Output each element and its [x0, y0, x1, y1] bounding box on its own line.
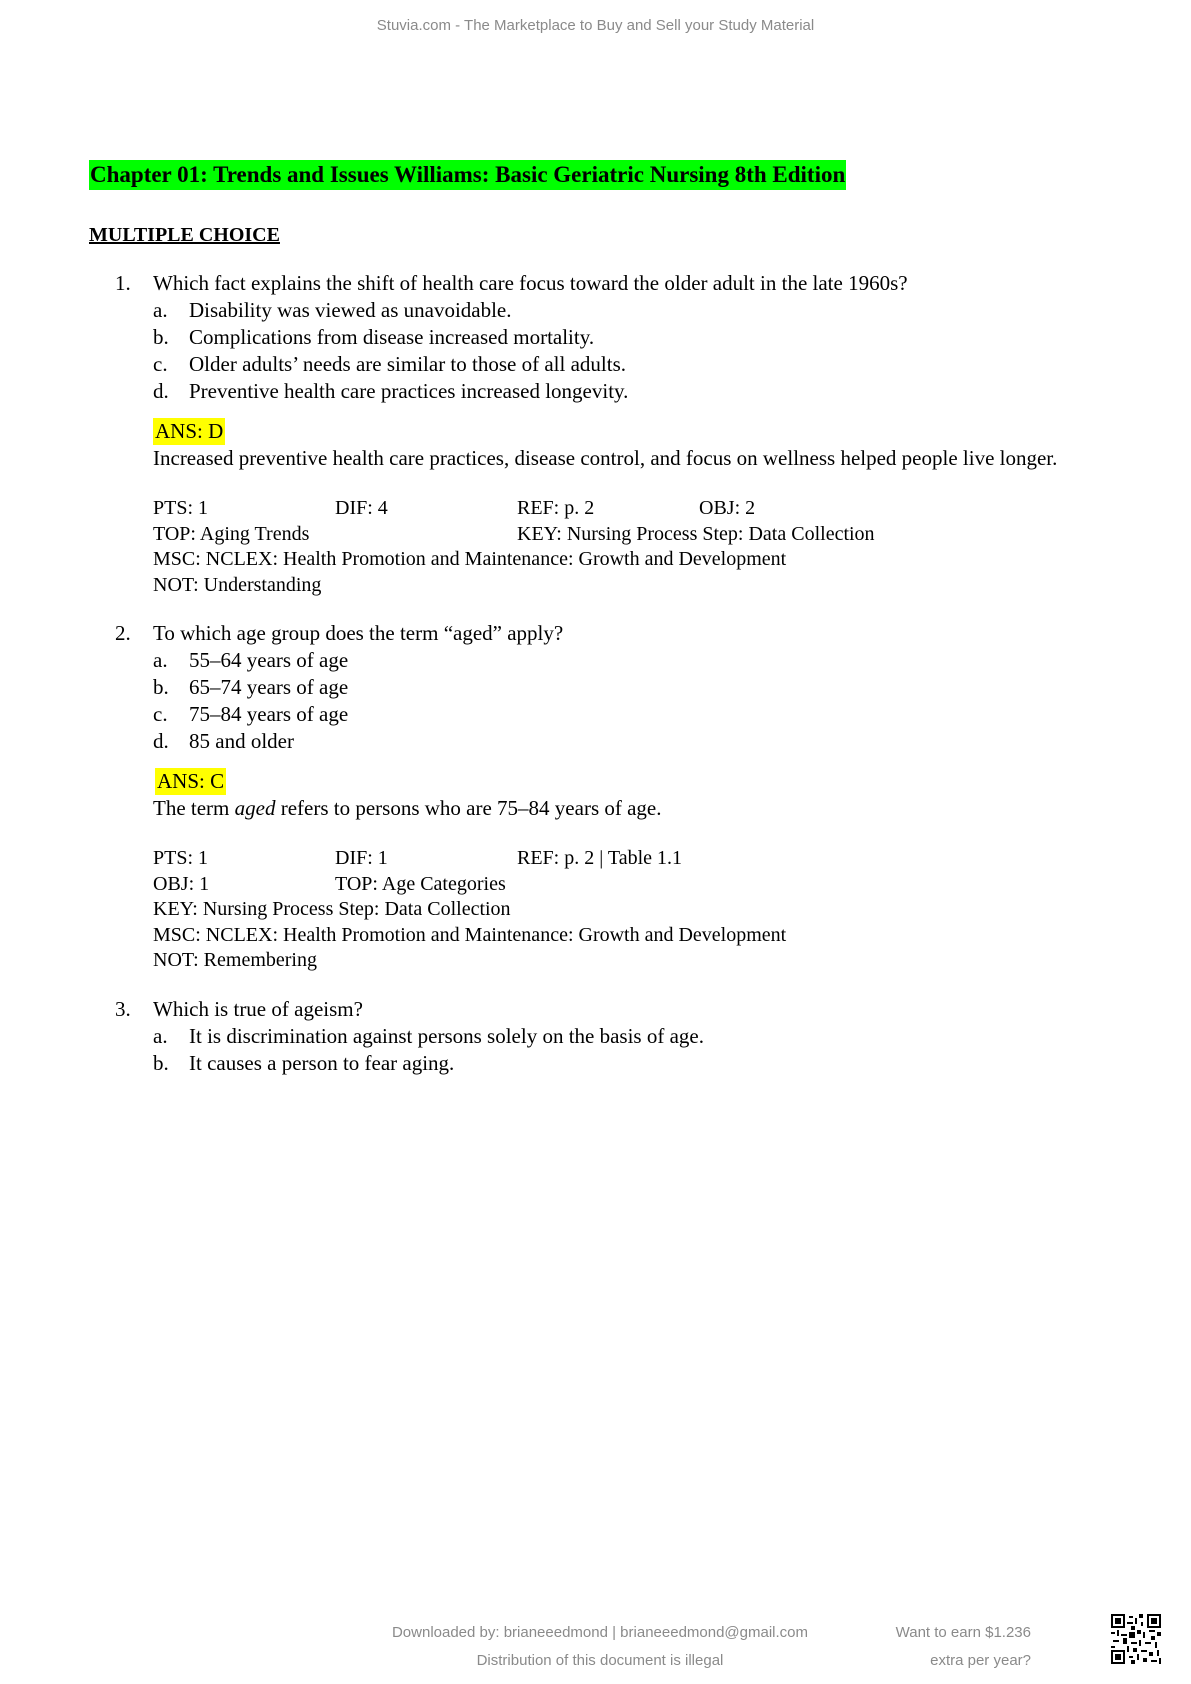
meta-obj: OBJ: 2 — [699, 497, 756, 519]
option-text: Disability was viewed as unavoidable. — [189, 298, 512, 322]
option-c — [153, 351, 1119, 378]
question-number: 1. — [115, 271, 131, 295]
question-metadata — [153, 496, 1119, 598]
option-letter: d. — [153, 379, 169, 403]
option-text: It is discrimination against persons solely on the basis of age. — [189, 1023, 704, 1048]
meta-not: NOT: Understanding — [153, 573, 322, 596]
chapter-title: Chapter 01: Trends and Issues Williams: Basic Geriatric Nursing 8th Edition — [89, 160, 846, 190]
option-a — [153, 297, 1119, 324]
option-a — [153, 1023, 1119, 1050]
option-text: 55–64 years of age — [189, 648, 349, 672]
option-d — [153, 728, 1119, 755]
option-text: 85 and older — [189, 729, 294, 753]
answer-block — [153, 768, 1119, 822]
meta-pts: PTS: 1 — [153, 847, 209, 869]
meta-pts: PTS: 1 — [153, 497, 209, 519]
question-text: Which fact explains the shift of health care focus toward the older adult in the late 1960s? — [153, 271, 908, 295]
question-text: To which age group does the term “aged” apply? — [153, 621, 564, 645]
earn-promo-line-2[interactable]: extra per year? — [930, 1652, 1031, 1669]
option-text: 75–84 years of age — [189, 702, 349, 726]
rationale-end: refers to persons who are 75–84 years of age. — [275, 796, 662, 820]
option-letter: b. — [153, 675, 169, 699]
earn-promo-line-1[interactable]: Want to earn $1.236 — [895, 1624, 1031, 1641]
rationale: Increased preventive health care practices, disease control, and focus on wellness helped people live longer. — [153, 446, 1058, 470]
question-3 — [115, 996, 1119, 1077]
answer-highlight: ANS: D — [155, 419, 224, 443]
site-banner: Stuvia.com - The Marketplace to Buy and Sell your Study Material — [376, 17, 815, 34]
meta-ref: REF: p. 2 — [517, 497, 595, 519]
option-c — [153, 701, 1119, 728]
option-letter: c. — [153, 702, 168, 726]
question-1 — [115, 270, 1119, 598]
meta-key: KEY: Nursing Process Step: Data Collection — [153, 898, 511, 920]
option-text: 65–74 years of age — [189, 675, 349, 699]
question-text: Which is true of ageism? — [153, 996, 363, 1021]
option-letter: b. — [153, 325, 169, 349]
section-heading: MULTIPLE CHOICE — [89, 224, 280, 246]
meta-dif: DIF: 1 — [335, 847, 388, 869]
option-text: Complications from disease increased mortality. — [189, 325, 595, 349]
option-letter: a. — [153, 1023, 168, 1048]
meta-msc: MSC: NCLEX: Health Promotion and Maintenance: Growth and Development — [153, 923, 787, 946]
meta-msc: MSC: NCLEX: Health Promotion and Maintenance: Growth and Development — [153, 548, 787, 570]
meta-ref: REF: p. 2 | Table 1.1 — [517, 847, 683, 869]
option-text: Older adults’ needs are similar to those of all adults. — [189, 352, 626, 376]
rationale — [153, 795, 1119, 822]
question-2 — [115, 620, 1119, 974]
option-d — [153, 378, 1119, 405]
option-b — [153, 1050, 1119, 1077]
option-letter: a. — [153, 648, 168, 672]
option-b — [153, 674, 1119, 701]
meta-obj: OBJ: 1 — [153, 872, 210, 895]
meta-key: KEY: Nursing Process Step: Data Collection — [517, 522, 875, 545]
distribution-notice: Distribution of this document is illegal — [476, 1652, 724, 1669]
meta-not: NOT: Remembering — [153, 949, 317, 971]
option-letter: c. — [153, 352, 168, 376]
option-text: Preventive health care practices increased longevity. — [189, 379, 629, 403]
option-a — [153, 647, 1119, 674]
meta-top: TOP: Age Categories — [335, 872, 506, 895]
question-number: 2. — [115, 621, 131, 645]
rationale-start: The term — [153, 796, 235, 820]
download-info: Downloaded by: brianeeedmond | brianeeedmond@gmail.com — [391, 1624, 809, 1641]
option-b — [153, 324, 1119, 351]
answer-highlight: ANS: C — [157, 769, 225, 793]
document-body — [89, 160, 1119, 1077]
option-letter: b. — [153, 1050, 169, 1075]
option-text: It causes a person to fear aging. — [189, 1050, 455, 1075]
meta-top: TOP: Aging Trends — [153, 522, 310, 545]
meta-dif: DIF: 4 — [335, 497, 388, 519]
question-number: 3. — [115, 996, 131, 1021]
option-letter: a. — [153, 298, 168, 322]
rationale-emphasis: aged — [234, 796, 276, 820]
question-metadata — [153, 846, 1119, 974]
qr-code-icon[interactable] — [1111, 1614, 1161, 1664]
answer-block — [153, 418, 1119, 472]
option-letter: d. — [153, 729, 169, 753]
